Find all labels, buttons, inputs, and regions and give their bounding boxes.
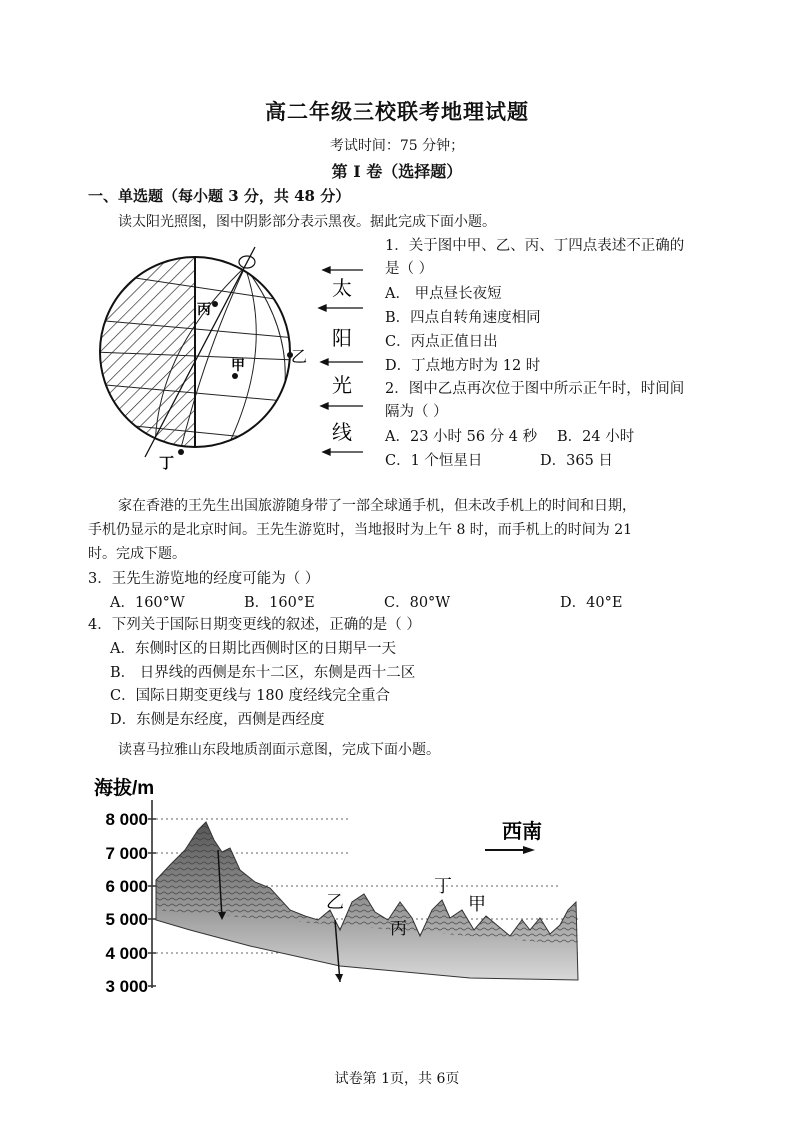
himalaya-profile-figure [90,770,590,1000]
profile-label-jia: 甲 [468,894,486,914]
label-yi: 乙 [291,347,308,366]
q2-option-d[interactable]: D．365 日 [540,453,613,469]
sunlight-figure [95,242,385,477]
profile-label-ding: 丁 [434,876,452,896]
sun-char-1: 太 [332,276,352,300]
q1-option-c[interactable]: C．丙点正值日出 [385,334,498,350]
exam-title: 高二年级三校联考地理试题 [265,99,529,124]
label-ding: 丁 [159,454,175,472]
q2-option-a[interactable]: A．23 小时 56 分 4 秒 [385,429,538,445]
sun-char-4: 线 [332,420,352,444]
q4-option-a[interactable]: A．东侧时区的日期比西侧时区的日期早一天 [110,641,396,657]
ytick-8000: 8 000 [105,810,148,829]
intro-himalaya: 读喜马拉雅山东段地质剖面示意图，完成下面小题。 [118,742,440,758]
q2-option-c[interactable]: C．1 个恒星日 [385,453,483,469]
night-area [95,242,195,462]
q3-option-a[interactable]: A．160°W [110,595,185,611]
ytick-6000: 6 000 [105,877,148,896]
label-jia: 甲 [231,358,245,374]
q4-stem: 4．下列关于国际日期变更线的叙述，正确的是（ ） [88,617,421,633]
direction-arrow-icon [523,846,535,854]
q1-option-a[interactable]: A． 甲点昼长夜短 [385,286,502,302]
q2-option-b[interactable]: B．24 小时 [557,429,635,445]
q3-stem: 3．王先生游览地的经度可能为（ ） [88,571,320,587]
q3-option-c[interactable]: C．80°W [384,595,451,611]
q1-option-b[interactable]: B．四点自转角速度相同 [385,310,541,326]
q4-option-c[interactable]: C．国际日期变更线与 180 度经线完全重合 [110,688,390,704]
ytick-5000: 5 000 [105,910,148,929]
sun-char-3: 光 [332,373,352,397]
label-bing: 丙 [197,302,211,318]
intro-phone-2: 手机仍显示的是北京时间。王先生游览时，当地报时为上午 8 时，而手机上的时间为 21 [88,522,633,538]
q3-option-b[interactable]: B．160°E [244,595,315,611]
direction-label: 西南 [502,821,542,843]
q3-option-d[interactable]: D．40°E [560,595,623,611]
section-heading: 一、单选题（每小题 3 分，共 48 分） [88,187,351,205]
ytick-7000: 7 000 [105,844,148,863]
ytick-3000: 3 000 [105,977,148,996]
page-footer: 试卷第 1页，共 6页 [334,1071,460,1087]
y-axis-label: 海拔/m [94,778,155,799]
profile-label-yi: 乙 [326,892,344,912]
intro-sunlight: 读太阳光照图，图中阴影部分表示黑夜。据此完成下面小题。 [118,214,496,230]
intro-phone-1: 家在香港的王先生出国旅游随身带了一部全球通手机，但未改手机上的时间和日期， [118,498,636,514]
q2-stem-2: 隔为（ ） [385,404,448,420]
q4-option-d[interactable]: D．东侧是东经度，西侧是西经度 [110,712,325,728]
intro-phone-3: 时。完成下题。 [88,546,186,562]
q1-option-d[interactable]: D．丁点地方时为 12 时 [385,358,541,374]
sun-char-2: 阳 [332,326,352,350]
q1-stem-1: 1．关于图中甲、乙、丙、丁四点表述不正确的 [385,238,685,254]
exam-time: 考试时间：75 分钟； [329,138,465,154]
q2-stem-1: 2．图中乙点再次位于图中所示正午时，时间间 [385,381,685,397]
volume-heading: 第 I 卷（选择题） [331,162,463,181]
ytick-4000: 4 000 [105,944,148,963]
q1-stem-2: 是（ ） [385,261,434,277]
profile-label-bing: 丙 [390,919,407,938]
q4-option-b[interactable]: B． 日界线的西侧是东十二区，东侧是西十二区 [110,665,416,681]
